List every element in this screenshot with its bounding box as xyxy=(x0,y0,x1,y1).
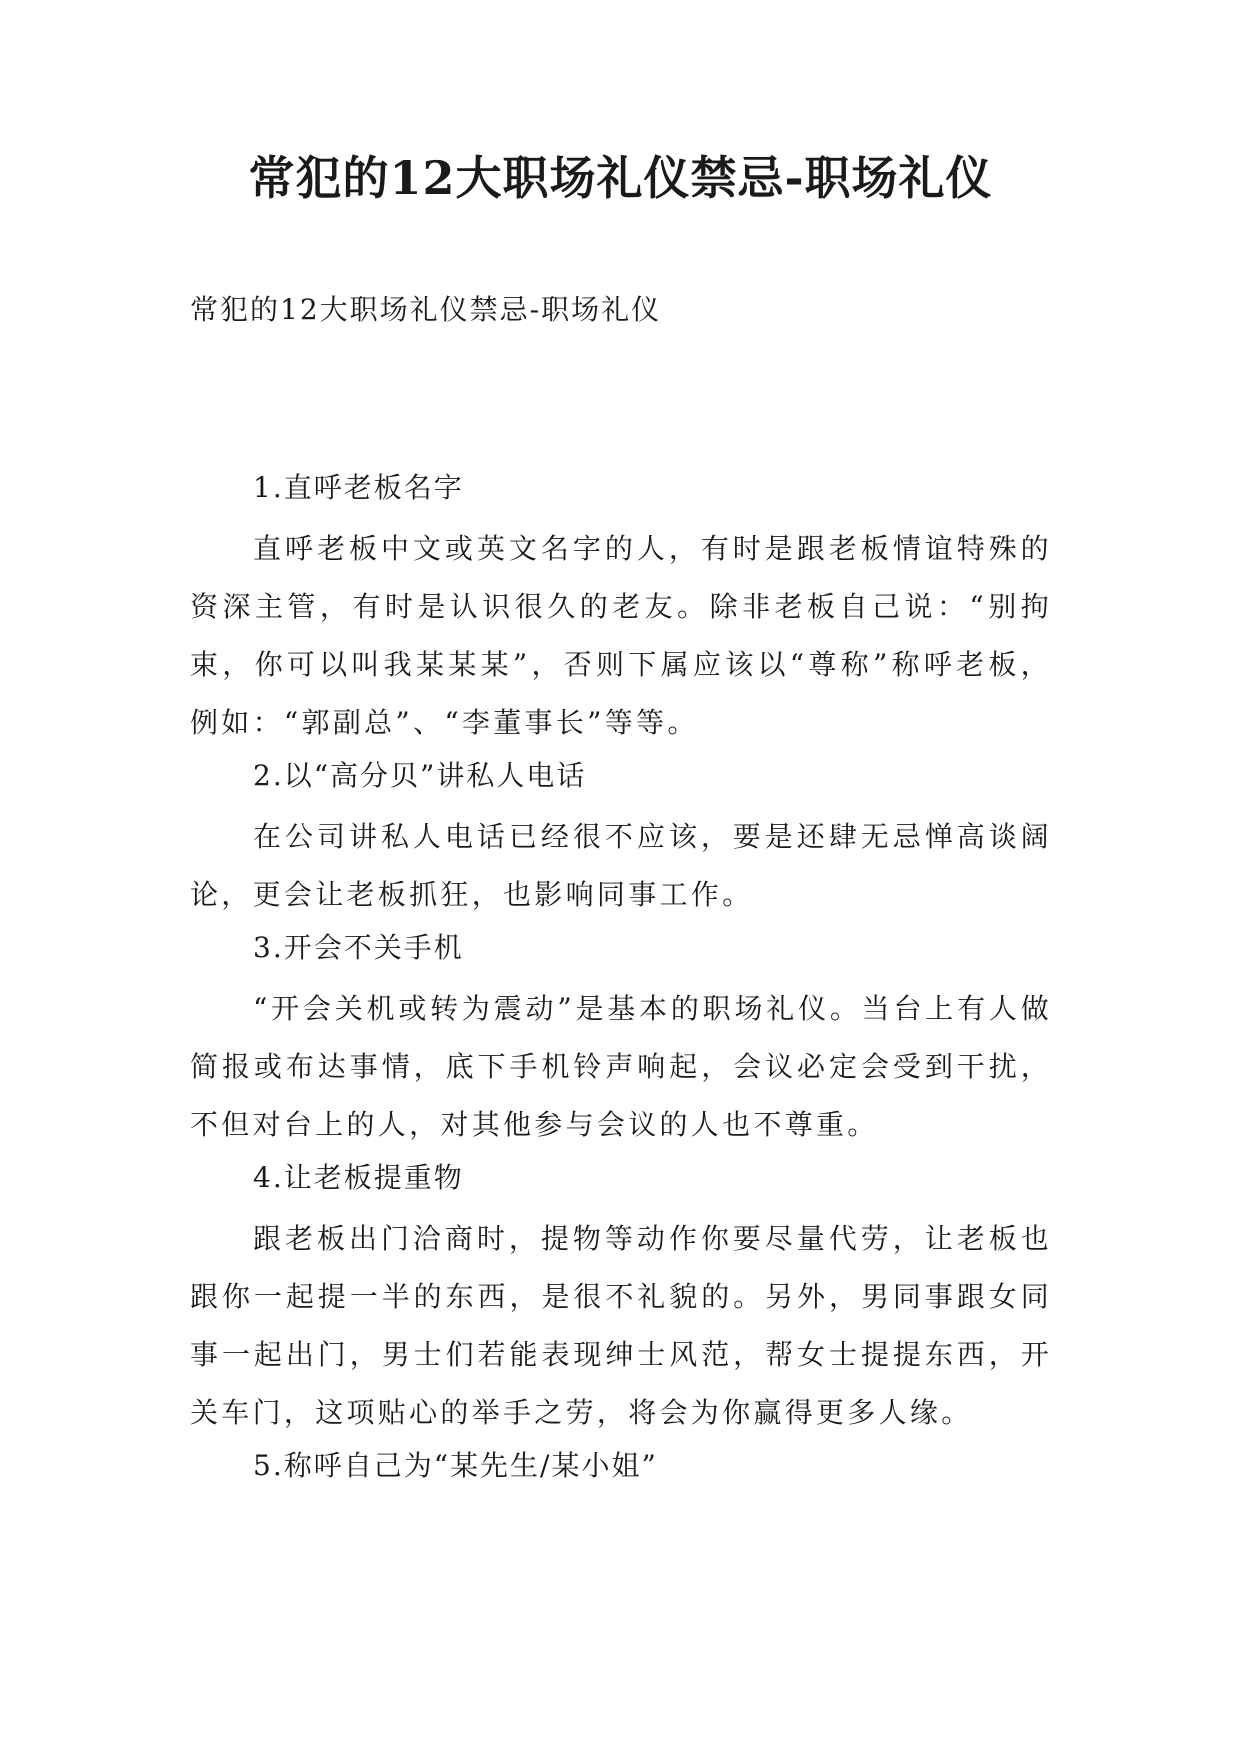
document-body xyxy=(190,468,1052,1504)
section-paragraph-2: 在公司讲私人电话已经很不应该，要是还肆无忌惮高谈阔论，更会让老板抓狂，也影响同事工作。 xyxy=(190,820,1052,911)
section-heading-5: 5.称呼自己为“某先生/某小姐” xyxy=(253,1449,658,1482)
section-heading-3: 3.开会不关手机 xyxy=(253,931,464,964)
section-paragraph-4: 跟老板出门洽商时，提物等动作你要尽量代劳，让老板也跟你一起提一半的东西，是很不礼貌的。另外，男同事跟女同事一起出门，男士们若能表现绅士风范，帮女士提提东西，开关车门，这项贴心的举手之劳，将会为你赢得更多人缘。 xyxy=(190,1222,1052,1429)
section-heading-1: 1.直呼老板名字 xyxy=(253,471,464,504)
section-paragraph-1: 直呼老板中文或英文名字的人，有时是跟老板情谊特殊的资深主管，有时是认识很久的老友。除非老板自己说：“别拘束，你可以叫我某某某”，否则下属应该以“尊称”称呼老板，例如：“郭副总”、“李董事长”等等。 xyxy=(190,532,1052,739)
section-heading-4: 4.让老板提重物 xyxy=(253,1161,464,1194)
section-paragraph-3: “开会关机或转为震动”是基本的职场礼仪。当台上有人做简报或布达事情，底下手机铃声响起，会议必定会受到干扰，不但对台上的人，对其他参与会议的人也不尊重。 xyxy=(190,992,1052,1141)
document-subtitle: 常犯的12大职场礼仪禁忌-职场礼仪 xyxy=(190,293,662,326)
section-heading-2: 2.以“高分贝”讲私人电话 xyxy=(253,759,587,792)
document-title: 常犯的12大职场礼仪禁忌-职场礼仪 xyxy=(248,151,993,205)
